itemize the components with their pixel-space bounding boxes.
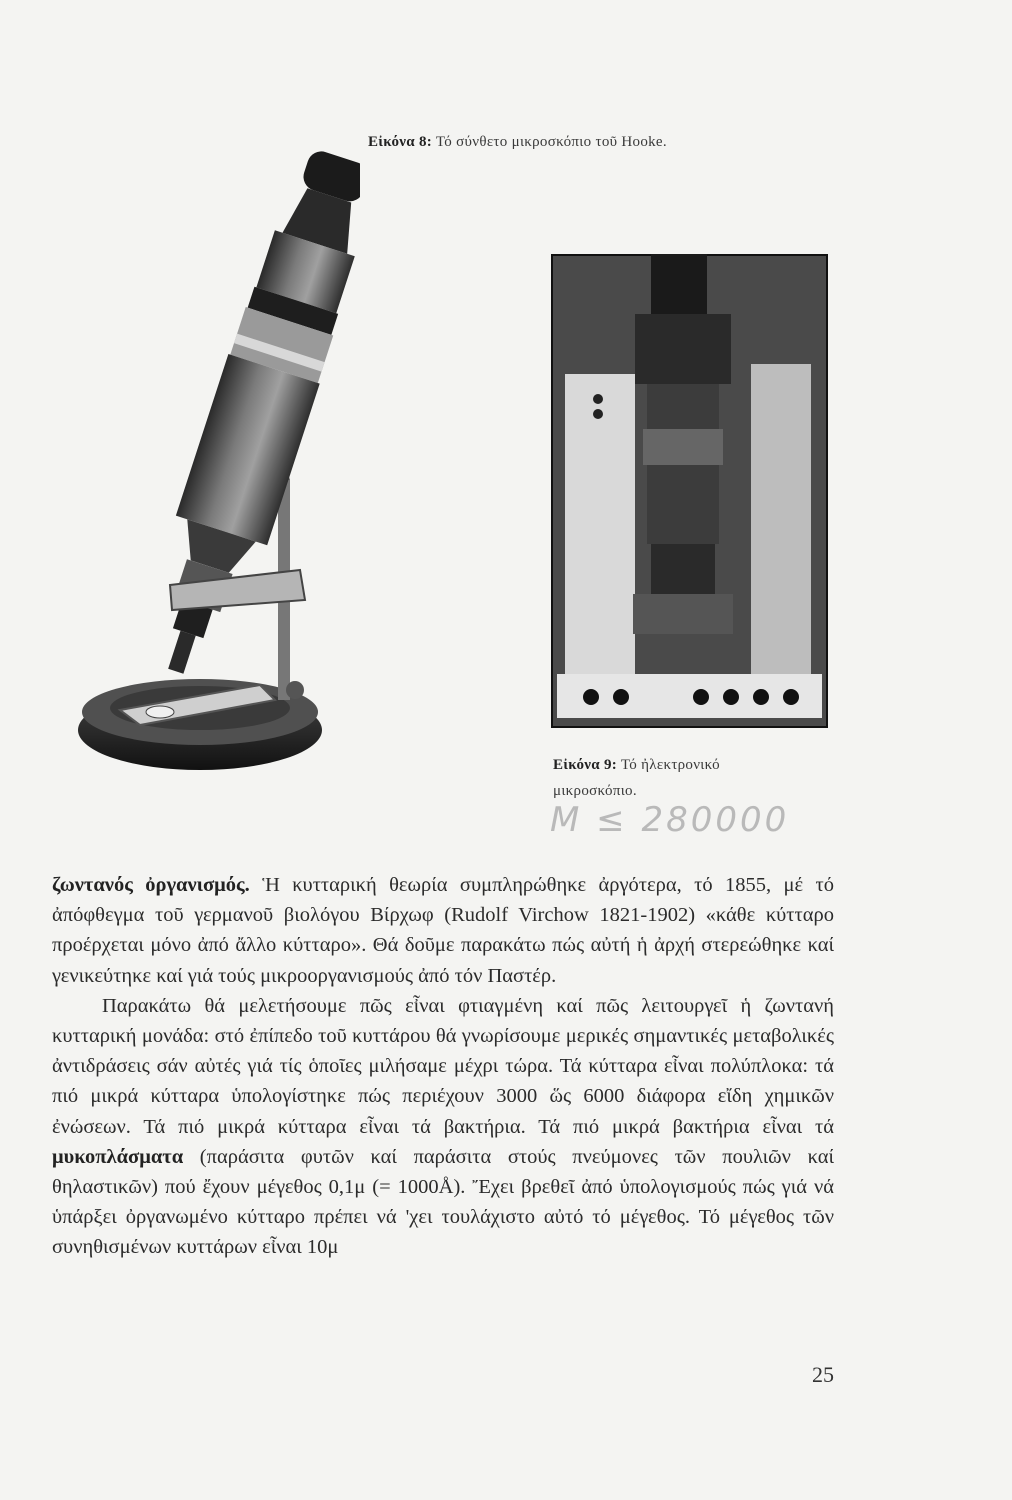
figure-9-caption [553, 752, 803, 804]
paragraph-2-text-after: (παράσιτα φυτῶν καί παράσιτα στούς πνεύμονες τῶν πουλιῶν καί θηλαστικῶν) πού ἔχουν μέγεθος 0,1μ (= 1000Å). Ἔχει βρεθεῖ ἀπό ὑπολογισμούς πώς γιά νά ὑπάρξει ὀργανωμένο κύτταρο πρέπει νά 'χει τουλάχιστο αὐτό τό μέγεθος. Τό μέγεθος τῶν συνηθισμένων κυττάρων εἶναι 10μ [52, 1145, 834, 1259]
figure-8-caption [368, 134, 667, 151]
paragraph-1 [52, 870, 834, 991]
electron-microscope-image [551, 254, 828, 728]
figure-8-label: Εἰκόνα 8: [368, 134, 433, 150]
figure-9-caption-text: Τό ἠλεκτρονικό μικροσκόπιο. [553, 757, 720, 799]
handwritten-note: Μ ≤ 280000 [550, 800, 790, 840]
paragraph-1-lead: ζωντανός ὀργανισμός. [52, 874, 250, 896]
paragraph-2-bold-term: μυκοπλάσματα [52, 1145, 184, 1168]
paragraph-2 [52, 991, 834, 1263]
page-number: 25 [812, 1362, 834, 1387]
paragraph-1-text: Ἡ κυτταρική θεωρία συμπληρώθηκε ἀργότερα, τό 1855, μέ τό ἀπόφθεγμα τοῦ γερμανοῦ βιολόγου Βίρχωφ (Rudolf Virchow 1821-1902) «κάθε κύτταρο προέρχεται μόνο ἀπό ἄλλο κύτταρο». Θά δοῦμε παρακάτω πώς αὐτή ἡ ἀρχή στερεώθηκε καί γενικεύτηκε καί γιά τούς μικροοργανισμούς ἀπό τόν Παστέρ. [52, 874, 834, 987]
figure-9-label: Εἰκόνα 9: [553, 757, 618, 773]
figure-8-caption-text: Τό σύνθετο μικροσκόπιο τοῦ Hooke. [435, 134, 667, 150]
paragraph-2-text-before: Παρακάτω θά μελετήσουμε πῶς εἶναι φτιαγμένη καί πῶς λειτουργεῖ ἡ ζωντανή κυτταρική μονάδα: στό ἐπίπεδο τοῦ κυττάρου θά γνωρίσουμε μερικές σημαντικές μεταβολικές ἀντιδράσεις σάν αὐτές γιά τίς ὁποῖες μιλήσαμε μέχρι τώρα. Τά κύτταρα εἶναι πολύπλοκα: τά πιό μικρά κύτταρα ὑπολογίστηκε πώς περιέχουν 3000 ὥς 6000 διάφορα εἴδη χημικῶν ἐνώσεων. Τά πιό μικρά κύτταρα εἶναι τά βακτήρια. Τά πιό μικρά βακτήρια εἶναι τά [52, 994, 834, 1138]
hooke-microscope-image [60, 130, 360, 780]
body-text [52, 870, 834, 1263]
